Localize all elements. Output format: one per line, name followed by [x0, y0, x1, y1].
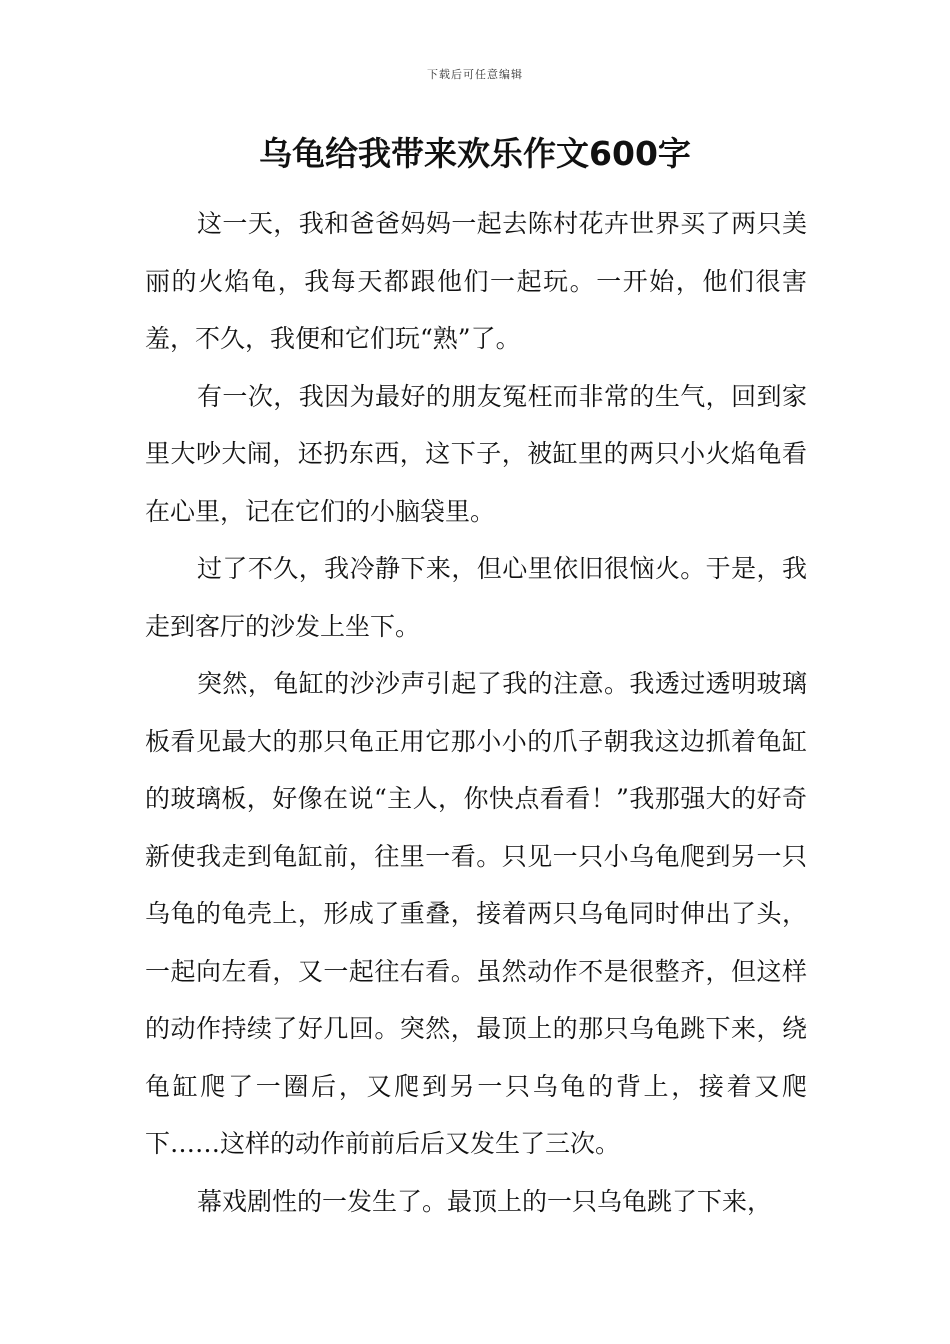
header-note: 下载后可任意编辑 [427, 68, 523, 81]
paragraph-3: 过了不久，我冷静下来，但心里依旧很恼火。于是，我走到客厅的沙发上坐下。 [145, 554, 807, 641]
paragraph-1: 这一天，我和爸爸妈妈一起去陈村花卉世界买了两只美丽的火焰龟，我每天都跟他们一起玩。一开始，他们很害羞，不久，我便和它们玩“熟”了。 [145, 209, 807, 353]
paragraph-2: 有一次，我因为最好的朋友冤枉而非常的生气，回到家里大吵大闹，还扔东西，这下子，被缸里的两只小火焰龟看在心里，记在它们的小脑袋里。 [145, 381, 807, 526]
paragraph-4: 突然，龟缸的沙沙声引起了我的注意。我透过透明玻璃板看见最大的那只龟正用它那小小的爪子朝我这边抓着龟缸的玻璃板，好像在说“主人，你快点看看！”我那强大的好奇新使我走到龟缸前，往里一看。只见一只小乌龟爬到另一只乌龟的龟壳上，形成了重叠，接着两只乌龟同时伸出了头，一起向左看，又一起往右看。虽然动作不是很整齐，但这样的动作持续了好几回。突然，最顶上的那只乌龟跳下来，绕龟缸爬了一圈后，又爬到另一只乌龟的背上，接着又爬下……这样的动作前前后后又发生了三次。 [145, 669, 807, 1158]
paragraph-5: 幕戏剧性的一发生了。最顶上的一只乌龟跳了下来， [197, 1186, 773, 1216]
document-title: 乌龟给我带来欢乐作文600字 [259, 134, 691, 173]
document-body [145, 195, 807, 1230]
